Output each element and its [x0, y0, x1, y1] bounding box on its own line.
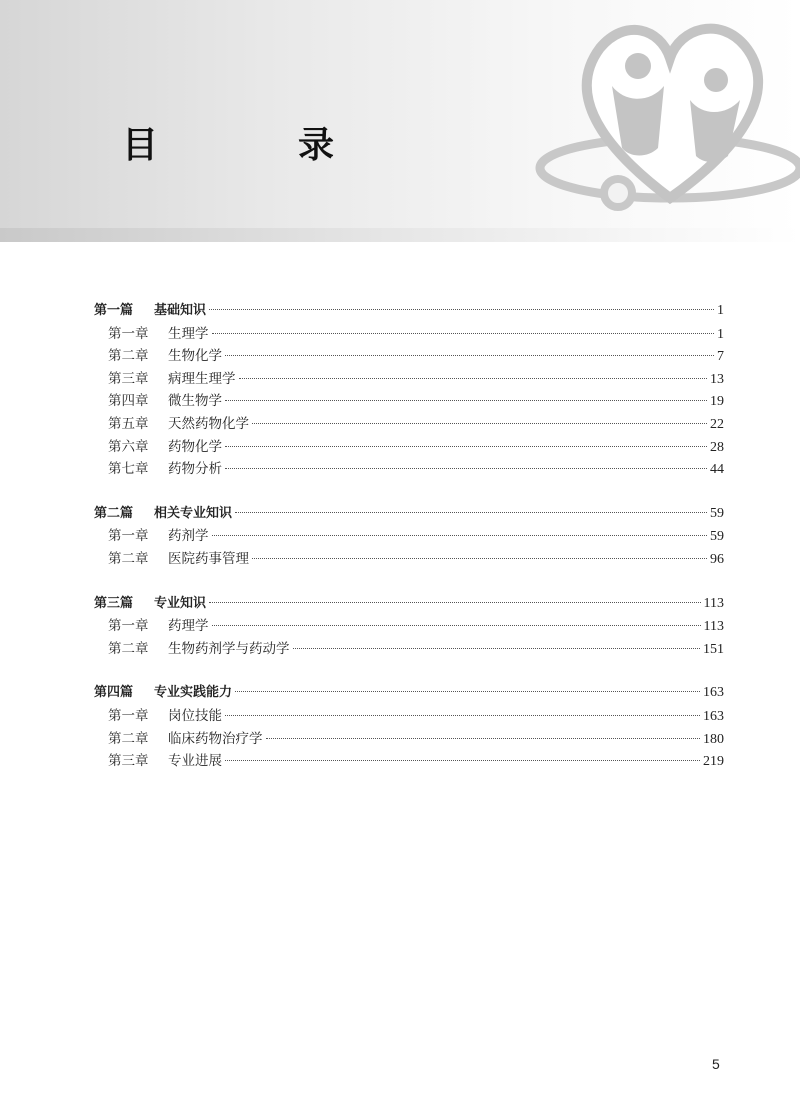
toc-chapter-entry[interactable]: [94, 345, 724, 368]
toc-part-entry[interactable]: [94, 300, 724, 323]
toc-entry-number: 第六章: [108, 438, 149, 455]
dot-leader: [235, 691, 700, 692]
toc-entry-page: 28: [710, 439, 724, 455]
toc-chapter-entry[interactable]: [94, 525, 724, 548]
toc-entry-page: 1: [717, 303, 724, 318]
toc-entry-page: 151: [703, 641, 724, 657]
toc-entry-number: 第二章: [108, 640, 149, 657]
toc-entry-page: 163: [703, 685, 724, 701]
dot-leader: [225, 355, 714, 356]
toc-entry-title: 生理学: [168, 325, 209, 342]
toc-entry-title: 专业进展: [168, 753, 222, 770]
toc-chapter-entry[interactable]: [94, 750, 724, 773]
toc-entry-number: 第二章: [108, 730, 149, 747]
page-title: 目 录: [122, 125, 387, 166]
dot-leader: [225, 468, 707, 469]
toc-chapter-entry[interactable]: [94, 368, 724, 391]
toc-entry-number: 第三篇: [94, 595, 134, 611]
toc-entry-page: 7: [717, 349, 724, 365]
toc-entry-page: 59: [710, 505, 724, 521]
dot-leader: [225, 715, 700, 716]
page-number: 5: [712, 1056, 720, 1072]
toc-entry-page: 13: [710, 371, 724, 387]
toc-chapter-entry[interactable]: [94, 390, 724, 413]
toc-entry-page: 1: [717, 326, 724, 342]
heart-stethoscope-family-logo-icon: [530, 8, 800, 223]
toc-entry-page: 44: [710, 462, 724, 478]
toc-entry-title: 相关专业知识: [154, 505, 233, 521]
toc-chapter-entry[interactable]: [94, 413, 724, 436]
toc-chapter-entry[interactable]: [94, 615, 724, 638]
toc-chapter-entry[interactable]: [94, 436, 724, 459]
dot-leader: [293, 648, 701, 649]
dot-leader: [252, 558, 707, 559]
toc-entry-number: 第二章: [108, 348, 149, 365]
dot-leader: [252, 423, 707, 424]
toc-entry-title: 药剂学: [168, 528, 209, 545]
toc-entry-title: 生物化学: [168, 348, 222, 365]
table-of-contents: [94, 300, 724, 795]
dot-leader: [212, 625, 701, 626]
toc-chapter-entry[interactable]: [94, 458, 724, 481]
toc-entry-number: 第一章: [108, 325, 149, 342]
dot-leader: [239, 378, 708, 379]
toc-entry-title: 微生物学: [168, 393, 222, 410]
toc-entry-number: 第五章: [108, 415, 149, 432]
toc-entry-page: 219: [703, 754, 724, 770]
toc-entry-page: 163: [703, 708, 724, 724]
toc-entry-title: 临床药物治疗学: [168, 730, 263, 747]
toc-chapter-entry[interactable]: [94, 638, 724, 661]
toc-part-entry[interactable]: [94, 682, 724, 705]
toc-entry-page: 180: [703, 731, 724, 747]
dot-leader: [225, 446, 707, 447]
toc-entry-number: 第一章: [108, 707, 149, 724]
dot-leader: [266, 738, 701, 739]
dot-leader: [225, 400, 707, 401]
dot-leader: [235, 512, 707, 513]
toc-entry-number: 第一篇: [94, 303, 134, 318]
dot-leader: [225, 760, 700, 761]
toc-entry-title: 医院药事管理: [168, 550, 249, 567]
dot-leader: [212, 333, 715, 334]
toc-entry-title: 药物化学: [168, 438, 222, 455]
toc-part-block: [94, 682, 724, 772]
toc-entry-number: 第七章: [108, 461, 149, 478]
toc-entry-number: 第三章: [108, 370, 149, 387]
toc-part-entry[interactable]: [94, 503, 724, 526]
toc-part-block: [94, 300, 724, 481]
toc-entry-title: 病理生理学: [168, 370, 236, 387]
header-shadow: [0, 228, 800, 242]
toc-entry-title: 岗位技能: [168, 707, 222, 724]
toc-entry-title: 专业实践能力: [154, 685, 233, 701]
toc-entry-number: 第二篇: [94, 505, 134, 521]
toc-entry-number: 第二章: [108, 550, 149, 567]
toc-entry-title: 药理学: [168, 618, 209, 635]
dot-leader: [209, 309, 714, 310]
toc-entry-number: 第一章: [108, 528, 149, 545]
toc-entry-page: 19: [710, 394, 724, 410]
toc-chapter-entry[interactable]: [94, 548, 724, 571]
toc-entry-title: 天然药物化学: [168, 415, 249, 432]
toc-entry-title: 药物分析: [168, 461, 222, 478]
toc-entry-title: 生物药剂学与药动学: [168, 640, 290, 657]
toc-chapter-entry[interactable]: [94, 323, 724, 346]
toc-entry-title: 基础知识: [154, 303, 207, 318]
toc-entry-title: 专业知识: [154, 595, 207, 611]
toc-entry-page: 22: [710, 416, 724, 432]
toc-part-block: [94, 593, 724, 661]
toc-chapter-entry[interactable]: [94, 728, 724, 751]
toc-entry-page: 59: [710, 529, 724, 545]
dot-leader: [212, 535, 708, 536]
dot-leader: [209, 602, 701, 603]
toc-part-block: [94, 503, 724, 571]
toc-entry-page: 113: [703, 619, 724, 635]
toc-entry-page: 113: [703, 595, 724, 611]
toc-entry-number: 第三章: [108, 753, 149, 770]
toc-entry-number: 第四篇: [94, 685, 134, 701]
toc-entry-page: 96: [710, 551, 724, 567]
toc-entry-number: 第一章: [108, 618, 149, 635]
toc-entry-number: 第四章: [108, 393, 149, 410]
toc-chapter-entry[interactable]: [94, 705, 724, 728]
toc-part-entry[interactable]: [94, 593, 724, 616]
